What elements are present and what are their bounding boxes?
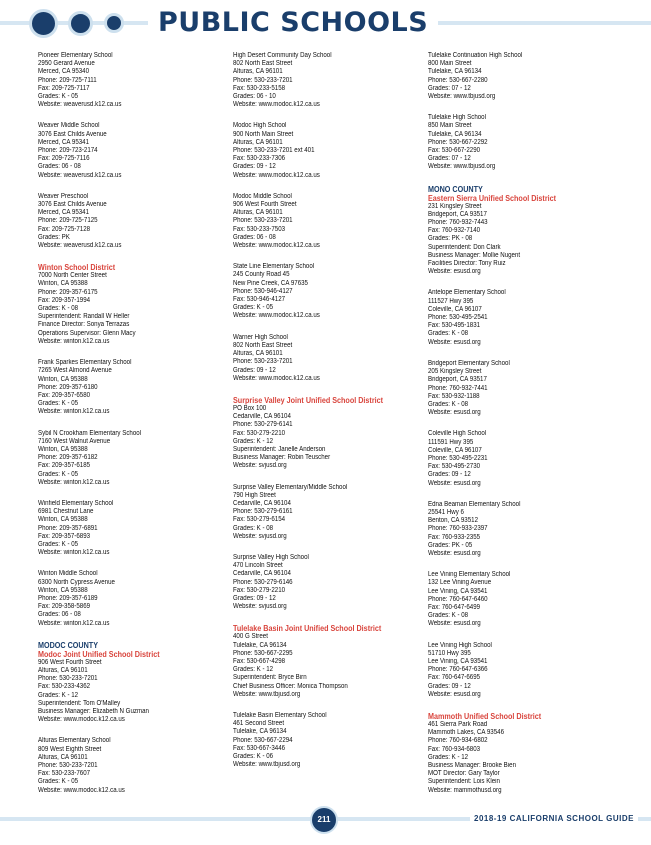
entry-line: Superintendent: Randall W Heller [38, 313, 130, 321]
school-entry [428, 501, 618, 558]
entry-line: Phone: 209-723-2174 [38, 147, 98, 155]
entry-line: Phone: 530-279-6161 [233, 508, 293, 516]
entry-line: Website: esusd.org [428, 690, 481, 698]
district-name: Winton School District [38, 263, 116, 273]
entry-line: Phone: 530-233-7201 [38, 675, 98, 683]
entry-line: Phone: 530-233-7201 [233, 217, 293, 225]
entry-line: Fax: 530-279-2210 [233, 586, 286, 594]
entry-line: Superintendent: Tom O'Malley [38, 699, 121, 707]
entry-line: Website: www.modoc.k12.ca.us [233, 312, 320, 320]
district-name: Eastern Sierra Unified School District [428, 193, 557, 203]
entry-line: 7160 West Walnut Avenue [38, 437, 111, 445]
district-entry [233, 396, 423, 471]
entry-line: 25541 Hwy 6 [428, 508, 464, 516]
school-entry [233, 263, 423, 320]
entry-line: Website: esusd.org [428, 338, 481, 346]
school-entry [428, 52, 618, 101]
entry-line: Phone: 209-357-6180 [38, 383, 98, 391]
entry-line: Phone: 530-279-6141 [233, 421, 293, 429]
entry-line: Grades: K - 12 [233, 437, 274, 445]
entry-line: Grades: 09 - 12 [233, 163, 276, 171]
school-name: Antelope Elementary School [428, 289, 506, 297]
entry-line: Grades: 07 - 12 [428, 84, 471, 92]
entry-line: Website: esusd.org [428, 409, 481, 417]
entry-line: Phone: 760-933-2397 [428, 525, 488, 533]
entry-line: Website: esusd.org [428, 268, 481, 276]
entry-line: Phone: 760-934-6802 [428, 737, 488, 745]
school-entry [233, 554, 423, 611]
entry-line: Fax: 209-358-5869 [38, 603, 91, 611]
school-entry [38, 430, 228, 487]
entry-line: 906 West Fourth Street [233, 201, 297, 209]
entry-line: Fax: 530-946-4127 [233, 296, 286, 304]
entry-line: Fax: 209-357-6893 [38, 532, 91, 540]
school-name: Modoc Middle School [233, 192, 292, 200]
entry-line: 800 Main Street [428, 60, 472, 68]
school-name: Tulelake Basin Elementary School [233, 712, 327, 719]
entry-line: Grades: K - 08 [428, 330, 469, 338]
entry-line: Website: winton.k12.ca.us [38, 478, 110, 486]
county-heading: MONO COUNTY [428, 184, 483, 194]
entry-line: Tulelake, CA 96134 [428, 68, 482, 76]
school-name: Modoc High School [233, 122, 287, 130]
entry-line: Facilities Director: Tony Ruiz [428, 260, 506, 268]
entry-line: Fax: 760-934-6803 [428, 745, 481, 753]
entry-line: Phone: 209-357-6891 [38, 524, 98, 532]
entry-line: Phone: 530-667-2294 [233, 736, 293, 744]
entry-line: Phone: 209-725-7125 [38, 217, 98, 225]
entry-line: Phone: 530-233-7201 [38, 762, 98, 770]
school-name: Edna Beaman Elementary School [428, 500, 521, 508]
entry-line: Cedarville, CA 96104 [233, 570, 291, 578]
school-name: Coleville High School [428, 430, 487, 438]
entry-line: Grades: K - 05 [233, 304, 274, 312]
entry-line: Grades: K - 06 [233, 753, 274, 761]
entry-line: 850 Main Street [428, 122, 472, 130]
entry-line: Phone: 209-357-6182 [38, 454, 98, 462]
entry-line: Phone: 760-647-6366 [428, 666, 488, 674]
title-box [148, 4, 438, 42]
school-name: Winfield Elementary School [38, 499, 114, 507]
page-header [0, 0, 651, 48]
school-entry [428, 571, 618, 628]
entry-line: 7000 North Center Street [38, 272, 107, 280]
entry-line: 809 West Eighth Street [38, 745, 102, 753]
school-entry [428, 114, 618, 171]
school-name: Frank Sparkes Elementary School [38, 359, 132, 367]
school-entry [38, 500, 228, 557]
entry-line: Fax: 530-233-5158 [233, 84, 286, 92]
school-name: Lee Vining High School [428, 641, 492, 649]
entry-line: Grades: K - 08 [38, 305, 79, 313]
entry-line: Grades: K - 08 [428, 400, 469, 408]
entry-line: Grades: PK - 05 [428, 541, 473, 549]
entry-line: Alturas, CA 96101 [38, 753, 88, 761]
entry-line: 3076 East Childs Avenue [38, 130, 107, 138]
entry-line: Website: svjusd.org [233, 462, 287, 470]
district-entry [428, 185, 618, 277]
entry-line: Website: www.tbjusd.org [428, 93, 496, 101]
entry-line: Fax: 530-233-7306 [233, 155, 286, 163]
district-entry [428, 712, 618, 795]
entry-line: Website: winton.k12.ca.us [38, 549, 110, 557]
entry-line: Grades: K - 08 [233, 524, 274, 532]
entry-line: Phone: 530-233-7201 [233, 76, 293, 84]
decorative-dot-medium [68, 11, 93, 36]
column-1 [38, 52, 228, 808]
entry-line: 132 Lee Vining Avenue [428, 579, 492, 587]
entry-line: Website: weaverusd.k12.ca.us [38, 242, 122, 250]
school-entry [38, 737, 228, 794]
entry-line: Website: www.modoc.k12.ca.us [233, 171, 320, 179]
school-entry [428, 430, 618, 487]
entry-line: Tulelake, CA 96134 [428, 130, 482, 138]
entry-line: Winton, CA 95388 [38, 280, 88, 288]
entry-line: Grades: K - 05 [38, 470, 79, 478]
district-entry [38, 641, 228, 725]
entry-line: Grades: K - 12 [428, 753, 469, 761]
entry-line: 461 Second Street [233, 720, 285, 728]
district-name: Modoc Joint Unified School District [38, 649, 160, 659]
entry-line: Fax: 760-933-2355 [428, 533, 481, 541]
page-number-badge: 211 [310, 806, 338, 834]
school-name: High Desert Community Day School [233, 52, 332, 59]
entry-line: Fax: 530-233-4362 [38, 683, 91, 691]
entry-line: Fax: 760-647-6695 [428, 674, 481, 682]
entry-line: MOT Director: Gary Taylor [428, 770, 500, 778]
entry-line: Phone: 760-932-7441 [428, 384, 488, 392]
entry-line: Phone: 209-357-6175 [38, 288, 98, 296]
entry-line: Fax: 530-667-2290 [428, 147, 481, 155]
entry-line: Fax: 530-279-2210 [233, 429, 286, 437]
district-name: Tulelake Basin Joint Unified School District [233, 624, 382, 634]
entry-line: 51710 Hwy 395 [428, 649, 471, 657]
entry-line: Merced, CA 95340 [38, 68, 90, 76]
entry-line: Alturas, CA 96101 [233, 350, 283, 358]
entry-line: Website: svjusd.org [233, 532, 287, 540]
school-name: Sybil N Crookham Elementary School [38, 429, 142, 437]
entry-line: Phone: 530-233-7201 [233, 358, 293, 366]
entry-line: Phone: 530-495-2231 [428, 454, 488, 462]
entry-line: Website: www.modoc.k12.ca.us [233, 101, 320, 109]
column-3 [428, 52, 618, 808]
entry-line: Phone: 209-357-6189 [38, 594, 98, 602]
entry-line: Phone: 209-725-7111 [38, 76, 97, 84]
entry-line: Website: www.tbjusd.org [428, 163, 496, 171]
school-name: Weaver Preschool [38, 192, 89, 200]
entry-line: Website: www.modoc.k12.ca.us [233, 242, 320, 250]
school-name: Warner High School [233, 333, 288, 341]
entry-line: Bridgeport, CA 93517 [428, 210, 487, 218]
entry-line: Fax: 209-357-6580 [38, 391, 91, 399]
entry-line: Website: weaverusd.k12.ca.us [38, 101, 122, 109]
entry-line: Fax: 209-357-6185 [38, 462, 91, 470]
entry-line: 790 High Street [233, 491, 276, 499]
entry-line: Bridgeport, CA 93517 [428, 376, 487, 384]
entry-line: Fax: 530-279-6154 [233, 516, 286, 524]
school-entry [233, 334, 423, 383]
entry-line: Website: www.tbjusd.org [233, 690, 301, 698]
entry-line: Website: winton.k12.ca.us [38, 337, 110, 345]
entry-line: Coleville, CA 96107 [428, 446, 482, 454]
school-entry [233, 712, 423, 769]
entry-line: Phone: 530-233-7201 ext 401 [233, 147, 315, 155]
entry-line: Grades: PK [38, 233, 70, 241]
district-entry [233, 624, 423, 699]
school-entry [38, 122, 228, 179]
entry-line: Website: esusd.org [428, 549, 481, 557]
entry-line: Winton, CA 95388 [38, 586, 88, 594]
school-entry [233, 484, 423, 541]
entry-line: Website: www.modoc.k12.ca.us [233, 374, 320, 382]
entry-line: 802 North East Street [233, 341, 293, 349]
entry-line: Superintendent: Lois Klein [428, 778, 500, 786]
entry-line: Chief Business Officer: Monica Thompson [233, 682, 348, 690]
entry-line: Finance Director: Sonya Terrazas [38, 321, 130, 329]
district-name: Mammoth Unified School District [428, 712, 542, 721]
school-entry [38, 193, 228, 250]
entry-line: 111527 Hwy 395 [428, 297, 474, 305]
entry-line: 231 Kingsley Street [428, 202, 482, 210]
entry-line: Grades: K - 05 [38, 540, 79, 548]
school-name: Winton Middle School [38, 570, 98, 578]
column-2 [233, 52, 423, 782]
entry-line: Superintendent: Don Clark [428, 243, 501, 251]
entry-line: Website: mammothusd.org [428, 786, 502, 794]
entry-line: 2950 Gerard Avenue [38, 60, 95, 68]
entry-line: Superintendent: Janelle Anderson [233, 445, 326, 453]
entry-line: Coleville, CA 96107 [428, 305, 482, 313]
entry-line: Website: svjusd.org [233, 603, 287, 611]
school-name: Tulelake High School [428, 114, 486, 122]
entry-line: Fax: 530-233-7607 [38, 770, 91, 778]
school-entry [428, 360, 618, 417]
entry-line: Cedarville, CA 96104 [233, 413, 291, 421]
entry-line: Phone: 530-667-2292 [428, 138, 488, 146]
entry-line: Fax: 760-647-6499 [428, 603, 481, 611]
entry-line: 3076 East Childs Avenue [38, 201, 107, 209]
entry-line: Cedarville, CA 96104 [233, 499, 291, 507]
entry-line: Fax: 530-667-3446 [233, 744, 286, 752]
entry-line: Phone: 530-495-2541 [428, 314, 488, 322]
school-name: Weaver Middle School [38, 122, 100, 130]
school-entry [233, 122, 423, 179]
decorative-dot-small [104, 13, 124, 33]
school-name: State Line Elementary School [233, 263, 315, 271]
entry-line: Mammoth Lakes, CA 93546 [428, 729, 505, 737]
school-name: Alturas Elementary School [38, 737, 111, 745]
entry-line: Fax: 209-725-7117 [38, 84, 90, 92]
entry-line: Grades: K - 05 [38, 93, 79, 101]
entry-line: Grades: 09 - 12 [233, 366, 276, 374]
entry-line: Website: www.tbjusd.org [233, 761, 301, 769]
entry-line: Business Manager: Brooke Bien [428, 762, 516, 770]
entry-line: Phone: 530-946-4127 [233, 287, 293, 295]
entry-line: Grades: PK - 08 [428, 235, 473, 243]
entry-line: Tulelake, CA 96134 [233, 728, 287, 736]
entry-line: Grades: 06 - 08 [233, 233, 276, 241]
entry-line: 6981 Chestnut Lane [38, 508, 94, 516]
school-entry [233, 193, 423, 250]
entry-line: 400 G Street [233, 633, 268, 641]
entry-line: Fax: 530-233-7503 [233, 225, 286, 233]
school-name: Pioneer Elementary School [38, 52, 113, 59]
entry-line: Lee Vining, CA 93541 [428, 657, 488, 665]
entry-line: Benton, CA 93512 [428, 517, 479, 525]
entry-line: Alturas, CA 96101 [38, 666, 88, 674]
entry-line: Website: winton.k12.ca.us [38, 408, 110, 416]
entry-line: Grades: K - 05 [38, 400, 79, 408]
entry-line: Phone: 530-667-2295 [233, 649, 293, 657]
school-entry [428, 289, 618, 346]
school-name: Bridgeport Elementary School [428, 359, 510, 367]
entry-line: Business Manager: Mollie Nugent [428, 251, 521, 259]
school-entry [233, 52, 423, 109]
entry-line: Grades: K - 05 [38, 778, 79, 786]
entry-line: Winton, CA 95388 [38, 445, 88, 453]
entry-line: 7265 West Almond Avenue [38, 367, 112, 375]
entry-line: Fax: 530-667-4298 [233, 657, 286, 665]
entry-line: Phone: 760-932-7443 [428, 219, 488, 227]
entry-line: Winton, CA 95388 [38, 516, 88, 524]
entry-line: Operations Supervisor: Glenn Macy [38, 329, 136, 337]
entry-line: Website: esusd.org [428, 620, 481, 628]
school-entry [38, 52, 228, 109]
entry-line: Alturas, CA 96101 [233, 138, 283, 146]
entry-line: New Pine Creek, CA 97635 [233, 279, 308, 287]
entry-line: Grades: 09 - 12 [233, 594, 276, 602]
entry-line: Grades: K - 12 [233, 666, 274, 674]
school-entry [428, 642, 618, 699]
entry-line: Merced, CA 95341 [38, 209, 90, 217]
entry-line: 470 Lincoln Street [233, 562, 283, 570]
school-name: Tulelake Continuation High School [428, 52, 523, 59]
entry-line: Website: winton.k12.ca.us [38, 619, 110, 627]
entry-line: Website: weaverusd.k12.ca.us [38, 171, 122, 179]
entry-line: Superintendent: Bryce Birn [233, 674, 307, 682]
school-name: Surprise Valley Elementary/Middle School [233, 483, 348, 491]
entry-line: Website: www.modoc.k12.ca.us [38, 716, 125, 724]
entry-line: Grades: K - 08 [428, 612, 469, 620]
entry-line: Lee Vining, CA 93541 [428, 587, 488, 595]
entry-line: Grades: K - 12 [38, 691, 79, 699]
school-name: Lee Vining Elementary School [428, 571, 511, 579]
entry-line: Grades: 09 - 12 [428, 682, 471, 690]
entry-line: Alturas, CA 96101 [233, 209, 283, 217]
district-name: Surprise Valley Joint Unified School District [233, 395, 384, 405]
entry-line: Business Manager: Robin Teuscher [233, 454, 331, 462]
entry-line: 245 County Road 45 [233, 271, 290, 279]
decorative-dot-large [29, 9, 58, 38]
entry-line: Fax: 209-357-1994 [38, 296, 91, 304]
entry-line: Phone: 760-647-6460 [428, 595, 488, 603]
entry-line: 111591 Hwy 395 [428, 438, 474, 446]
entry-line: Winton, CA 95388 [38, 375, 88, 383]
entry-line: Phone: 530-279-6146 [233, 578, 293, 586]
entry-line: Grades: 06 - 08 [38, 611, 81, 619]
entry-line: Grades: 07 - 12 [428, 155, 471, 163]
entry-line: Grades: 06 - 10 [233, 93, 276, 101]
entry-line: Fax: 209-725-7116 [38, 155, 90, 163]
school-entry [38, 359, 228, 416]
school-entry [38, 570, 228, 627]
entry-line: 906 West Fourth Street [38, 658, 102, 666]
entry-line: 461 Sierra Park Road [428, 721, 488, 728]
district-entry [38, 263, 228, 346]
entry-line: PO Box 100 [233, 404, 267, 412]
school-name: Surprise Valley High School [233, 553, 309, 561]
entry-line: Fax: 760-932-7140 [428, 227, 481, 235]
entry-line: 802 North East Street [233, 60, 293, 68]
entry-line: Tulelake, CA 96134 [233, 641, 287, 649]
entry-line: Grades: 06 - 08 [38, 163, 81, 171]
entry-line: Fax: 530-495-1831 [428, 322, 481, 330]
entry-line: Website: esusd.org [428, 479, 481, 487]
entry-line: Phone: 530-667-2280 [428, 76, 488, 84]
entry-line: Grades: 09 - 12 [428, 471, 471, 479]
entry-line: 6300 North Cypress Avenue [38, 578, 115, 586]
entry-line: Alturas, CA 96101 [233, 68, 283, 76]
entry-line: Fax: 530-495-2730 [428, 463, 481, 471]
guide-title: 2018-19 CALIFORNIA SCHOOL GUIDE [470, 812, 638, 826]
entry-line: Fax: 530-932-1188 [428, 392, 480, 400]
entry-line: Fax: 209-725-7128 [38, 225, 91, 233]
entry-line: 900 North Main Street [233, 130, 294, 138]
county-heading: MODOC COUNTY [38, 640, 99, 650]
entry-line: 205 Kingsley Street [428, 368, 482, 376]
entry-line: Business Manager: Elizabeth N Guzman [38, 708, 149, 715]
entry-line: Merced, CA 95341 [38, 138, 90, 146]
entry-line: Website: www.modoc.k12.ca.us [38, 786, 125, 794]
page-title: PUBLIC SCHOOLS [158, 7, 429, 38]
